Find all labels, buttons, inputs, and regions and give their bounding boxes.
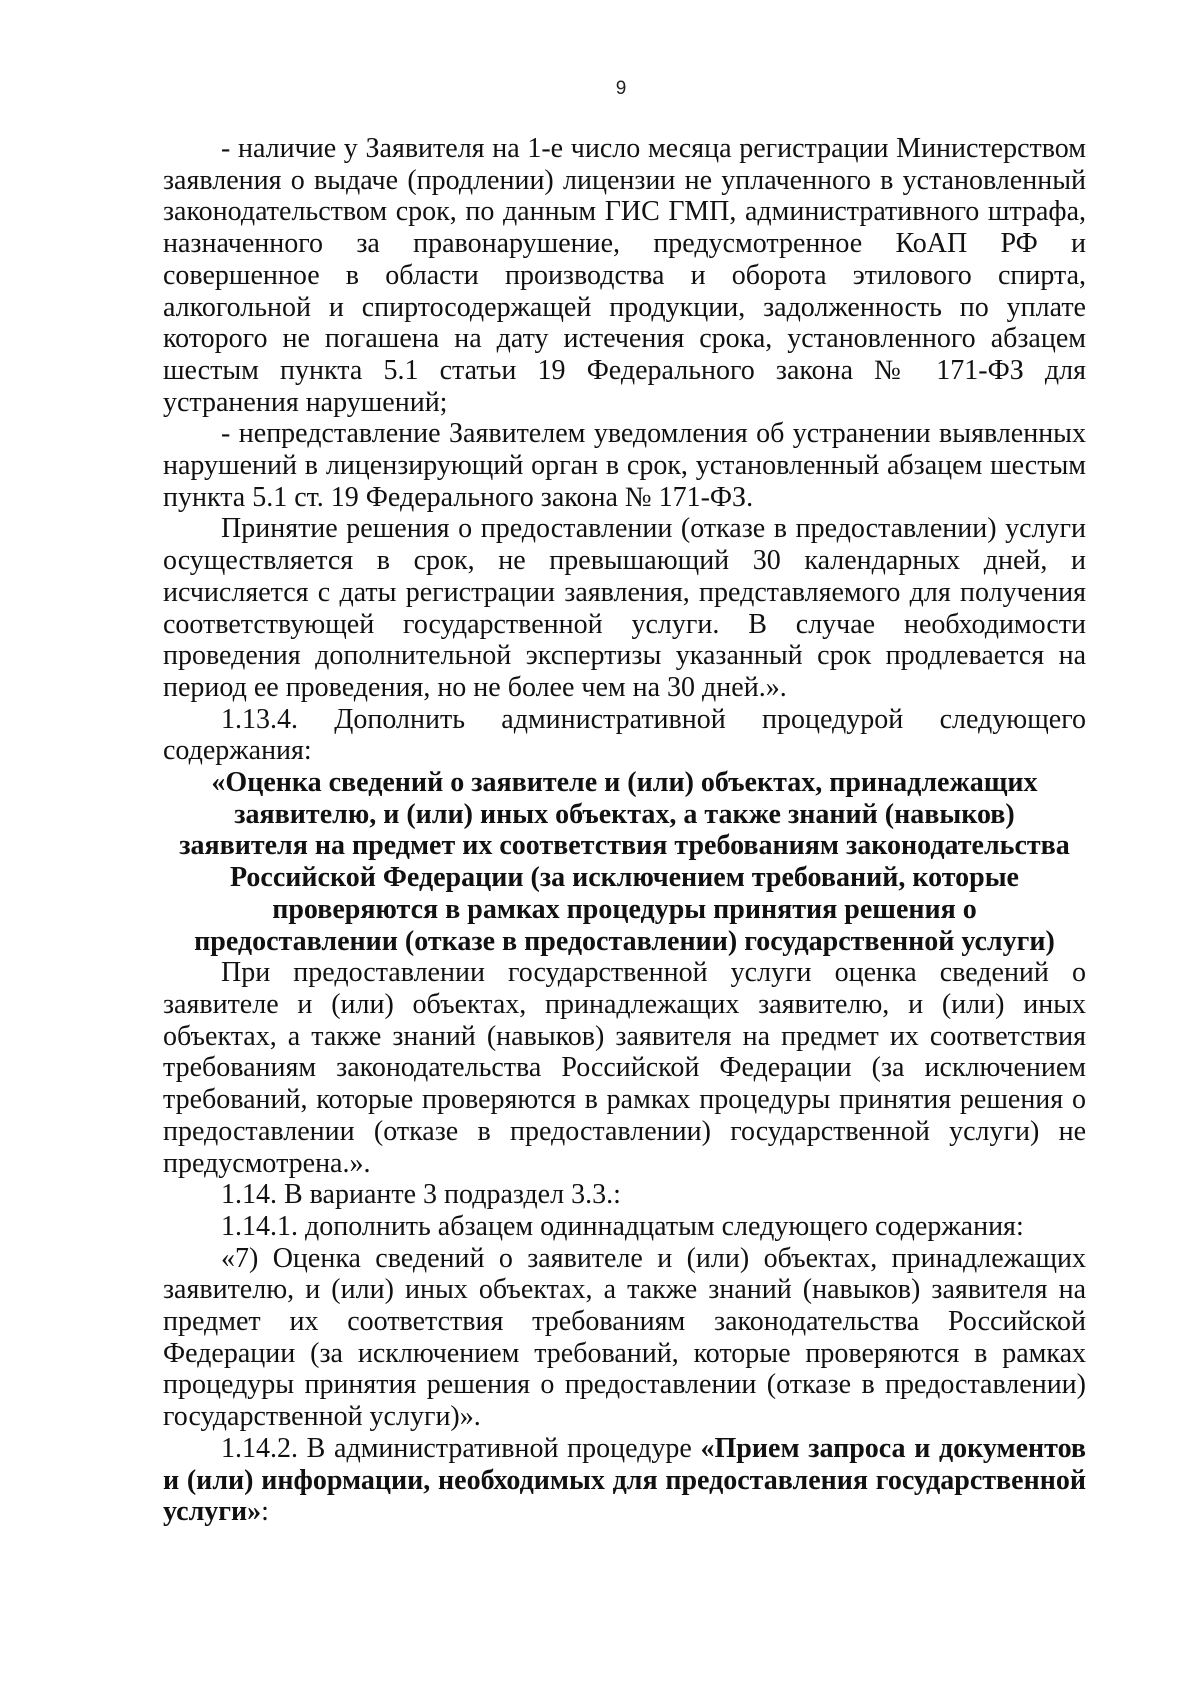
page-number: 9 xyxy=(615,78,627,99)
document-body xyxy=(163,133,1086,1528)
procedure-heading xyxy=(163,767,1086,957)
paragraph-assessment-not-provided: При предоставлении государственной услуги оценка сведений о заявителе и (или) объектах, принадлежащих заявителю, и (или) иных объектах, а также знаний (навыков) заявителя на предмет их соответствия требованиям законодательства Российской Федерации (за исключением требований, которые проверяются в рамках процедуры принятия решения о предоставлении (отказе в предоставлении) государственной услуги) не предусмотрена.». xyxy=(163,957,1086,1179)
paragraph-notice-condition: - непредставление Заявителем уведомления об устранении выявленных нарушений в лицензирующий орган в срок, установленный абзацем шестым пункта 5.1 ст. 19 Федерального закона № 171-ФЗ. xyxy=(163,418,1086,513)
paragraph-item-1-13-4: 1.13.4. Дополнить административной процедурой следующего содержания: xyxy=(163,703,1086,767)
item-1-14-2-end: : xyxy=(261,1496,269,1528)
heading-line: проверяются в рамках процедуры принятия решения о xyxy=(272,893,977,925)
heading-line: заявителя на предмет их соответствия требованиям законодательства xyxy=(179,830,1070,862)
heading-line: предоставлении (отказе в предоставлении) государственной услуги) xyxy=(194,925,1055,957)
paragraph-item-7-quote: «7) Оценка сведений о заявителе и (или) объектах, принадлежащих заявителю, и (или) иных объектах, а также знаний (навыков) заявителя на предмет их соответствия требованиям законодательства Российской Федерации (за исключением требований, которые проверяются в рамках процедуры принятия решения о предоставлении (отказе в предоставлении) государственной услуги)». xyxy=(163,1242,1086,1433)
paragraph-decision-term: Принятие решения о предоставлении (отказе в предоставлении) услуги осуществляется в срок, не превышающий 30 календарных дней, и исчисляется с даты регистрации заявления, представляемого для получения соответствующей государственной услуги. В случае необходимости проведения дополнительной экспертизы указанный срок продлевается на период ее проведения, но не более чем на 30 дней.». xyxy=(163,513,1086,703)
paragraph-item-1-14: 1.14. В варианте 3 подраздел 3.3.: xyxy=(221,1179,621,1211)
heading-line: Российской Федерации (за исключением требований, которые xyxy=(229,862,1019,894)
paragraph-fine-condition: - наличие у Заявителя на 1-е число месяца регистрации Министерством заявления о выдаче (продлении) лицензии не уплаченного в установленный законодательством срок, по данным ГИС ГМП, административного штрафа, назначенного за правонарушение, предусмотренное КоАП РФ и совершенное в области производства и оборота этилового спирта, алкогольной и спиртосодержащей продукции, задолженность по уплате которого не погашена на дату истечения срока, установленного абзацем шестым пункта 5.1 статьи 19 Федерального закона № 171-ФЗ для устранения нарушений; xyxy=(163,133,1086,418)
item-1-14-2-intro: 1.14.2. В административной процедуре xyxy=(221,1432,701,1464)
heading-line: «Оценка сведений о заявителе и (или) объектах, принадлежащих xyxy=(211,767,1038,799)
item-1-14-2-procedure-name: «Прием запроса и документов и (или) информации, необходимых для предоставления государственной услуги» xyxy=(163,1432,1086,1528)
paragraph-item-1-14-1: 1.14.1. дополнить абзацем одиннадцатым следующего содержания: xyxy=(221,1210,1024,1242)
paragraph-item-1-14-2 xyxy=(163,1433,1086,1528)
heading-line: заявителю, и (или) иных объектах, а также знаний (навыков) xyxy=(234,798,1015,830)
